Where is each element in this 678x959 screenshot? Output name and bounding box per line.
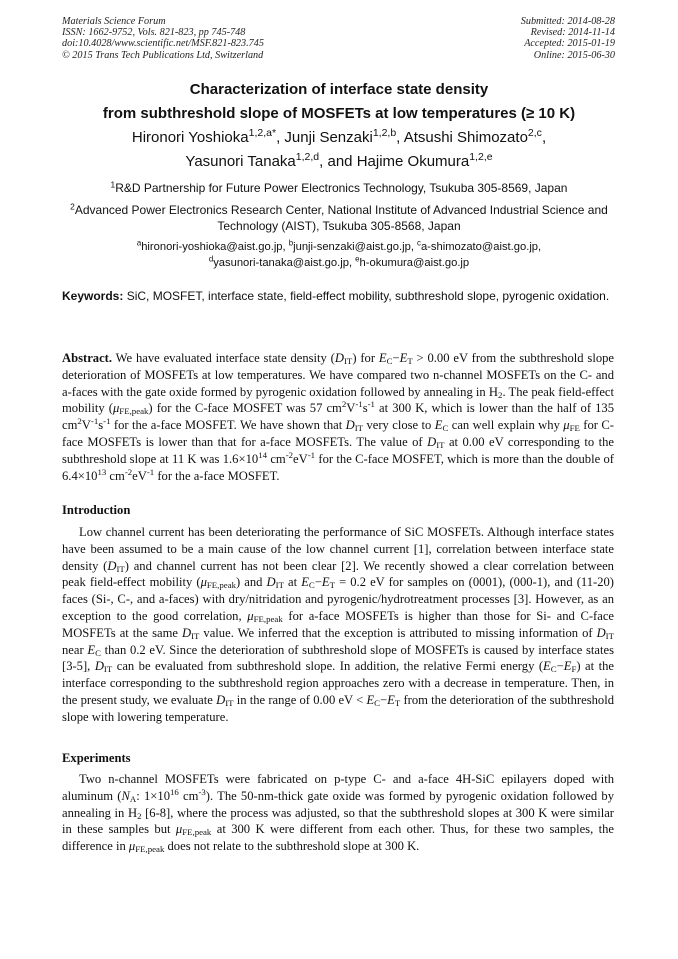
doi-line[interactable]: doi:10.4028/www.scientific.net/MSF.821-823.745	[62, 38, 264, 50]
author-superscript: 1,2,d	[295, 151, 320, 164]
author-name: Atsushi Shimozato	[403, 129, 528, 146]
author-and: and	[327, 153, 353, 170]
affiliation-2: $^2$Advanced Power Electronics Research Center, National Institute of Advanced Industrial Science and Technology (AIST), Tsukuba 305-8568, Japan	[70, 201, 608, 233]
email-link[interactable]: junji-senzaki@aist.go.jp	[293, 241, 411, 253]
paper-title-line-2: from subthreshold slope of MOSFETs at low temperatures (≥ 10 K)	[102, 105, 576, 122]
abstract-label: Abstract.	[62, 351, 113, 365]
online-date: Online: 2015-06-30	[533, 49, 615, 61]
abstract-paragraph	[62, 350, 614, 484]
keywords-text: SiC, MOSFET, interface state, field-effect mobility, subthreshold slope, pyrogenic oxidation.	[126, 289, 610, 303]
author-line-1: Hironori Yoshioka$^{1,2,a*}$, Junji Senzaki$^{1,2,b}$, Atsushi Shimozato$^{2,c}$,	[131, 127, 547, 146]
paper-title-line-1: Characterization of interface state density	[189, 81, 489, 98]
issn-line: ISSN: 1662-9752, Vols. 821-823, pp 745-748	[62, 27, 246, 39]
email-list: $^a$hironori-yoshioka@aist.go.jp, $^b$junji-senzaki@aist.go.jp, $^c$a-shimozato@aist.go.jp, $^d$yasunori-tanaka@aist.go.jp, $^e$h-okumura@aist.go.jp	[136, 238, 542, 269]
email-link[interactable]: a-shimozato@aist.go.jp	[420, 241, 539, 253]
author-name: Hajime Okumura	[356, 153, 470, 170]
journal-info	[62, 16, 264, 61]
journal-name: Materials Science Forum	[62, 16, 166, 27]
experiments-paragraph: Two n-channel MOSFETs were fabricated on p-type C- and a-face 4H-SiC epilayers doped with aluminum ($N_A$: $1\times 10^{16}$ $cm^{-3}$). The 50-nm-thick gate oxide was formed by pyrogenic oxidation followed by annealing in $H_2$ [6-8], where the process was adjusted, so that the subthreshold slopes at 300 K were similar in these samples but $\mu_{FE,peak}$ at 300 K were different from each other. Thus, for these two samples, the difference in $\mu_{FE,peak}$ does not relate to the subthreshold slope at 300 K.	[62, 772, 614, 855]
abstract-text: We have evaluated interface state density $(D_{IT})$ for $E_C-E_T > 0.00$ eV from the subthreshold slope deterioration of MOSFETs at low temperatures. We have compared two n-channel MOSFETs on the C- and a-faces with the gate oxide formed by pyrogenic oxidation followed by annealing in $H_2$. The peak field-effect mobility $(\mu_{FE,peak})$ for the C-face MOSFET was 57 $cm^2V^{-1}s^{-1}$ at 300 K, which is lower than the half of 135 $cm^2V^{-1}s^{-1}$ for the a-face MOSFET. We have shown that $D_{IT}$ very close to $E_C$ can well explain why $\mu_{FE}$ for C-face MOSFETs is lower than that for a-face MOSFETs. The value of $D_{IT}$ at 0.00 eV corresponding to the subthreshold slope at 11 K was $1.6\times 10^{14}$ $cm^{-2}eV^{-1}$ for the C-face MOSFET, which is more than the double of $6.4\times 10^{13}$ $cm^{-2}eV^{-1}$ for the a-face MOSFET.	[62, 351, 615, 483]
author-line-2: Yasunori Tanaka$^{1,2,d}$, and Hajime Okumura$^{1,2,e}$	[185, 151, 493, 170]
email-link[interactable]: h-okumura@aist.go.jp	[359, 256, 470, 269]
copyright-line: © 2015 Trans Tech Publications Ltd, Switzerland	[62, 49, 264, 61]
keywords-block	[62, 288, 614, 304]
author-name: Junji Senzaki	[284, 129, 373, 146]
section-heading-introduction: Introduction	[62, 503, 131, 517]
author-superscript: 1,2,b	[372, 127, 397, 140]
email-link[interactable]: hironori-yoshioka@aist.go.jp	[141, 241, 283, 253]
author-name: Hironori Yoshioka	[131, 129, 249, 146]
section-heading-experiments: Experiments	[62, 751, 131, 765]
author-superscript: 1,2,a*	[248, 127, 277, 140]
publication-dates	[521, 16, 615, 61]
email-link[interactable]: yasunori-tanaka@aist.go.jp	[213, 256, 349, 269]
keywords-label: Keywords:	[62, 289, 124, 303]
author-superscript: 2,c	[527, 127, 542, 140]
introduction-paragraph: Low channel current has been deteriorating the performance of SiC MOSFETs. Although interface states have been assumed to be a main cause of the low channel current [1], correlation between interface state density $(D_{IT})$ and channel current has not been clear [2]. We recently showed a clear correlation between peak field-effect mobility $(\mu_{FE,peak})$ and $D_{IT}$ at $E_C-E_T = 0.2$ eV for samples on (0001), (000-1), and (11-20) faces (Si-, C-, and a-faces) with dry/nitridation and pyrogenic/hydrotreatment processes [3]. However, as an exception to the good correlation, $\mu_{FE,peak}$ for a-face MOSFETs is higher than those for Si- and C-face MOSFETs at the same $D_{IT}$ value. We inferred that the exception is attributed to missing information of $D_{IT}$ near $E_C$ than 0.2 eV. Since the deterioration of subthreshold slope of MOSFETs is caused by interface states [3-5], $D_{IT}$ can be evaluated from subthreshold slope. In addition, the relative Fermi energy $(E_C-E_F)$ at the interface corresponding to the subthreshold region approaches zero with a decrease in temperature. Then, in the present study, we evaluate $D_{IT}$ in the range of 0.00 eV < $E_C-E_T$ from the deterioration of the subthreshold slope with lowering temperature.	[62, 525, 614, 724]
accepted-date: Accepted: 2015-01-19	[524, 38, 615, 50]
affiliation-1: $^1$R&D Partnership for Future Power Electronics Technology, Tsukuba 305-8569, Japan	[110, 179, 568, 195]
author-name: Yasunori Tanaka	[185, 153, 296, 170]
revised-date: Revised: 2014-11-14	[530, 27, 615, 39]
author-superscript: 1,2,e	[469, 151, 493, 164]
submitted-date: Submitted: 2014-08-28	[520, 16, 615, 27]
